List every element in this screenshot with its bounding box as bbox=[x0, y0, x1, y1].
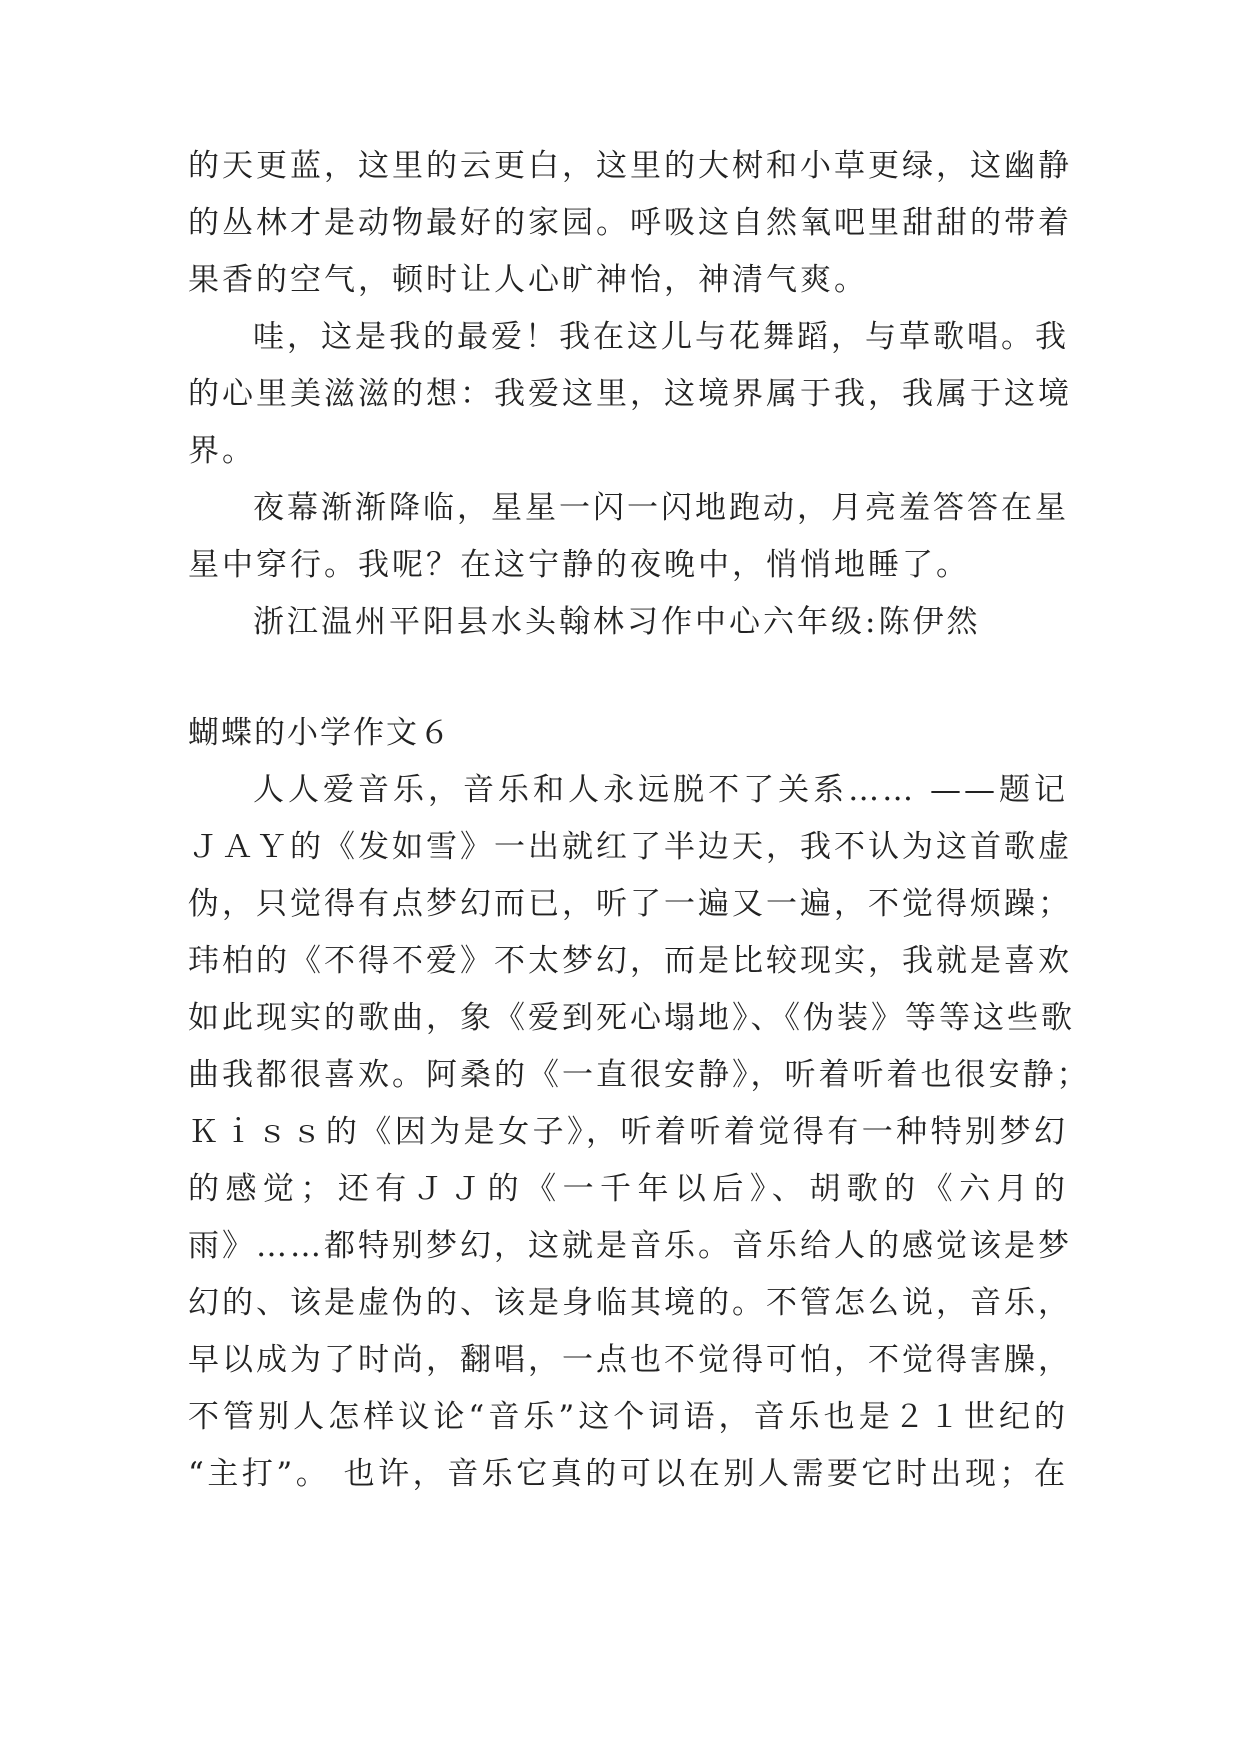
paragraph-line: 雨》……都特别梦幻，这就是音乐。音乐给人的感觉该是梦 bbox=[188, 1228, 1072, 1264]
paragraph-line: 的天更蓝，这里的云更白，这里的大树和小草更绿，这幽静 bbox=[188, 148, 1072, 184]
paragraph-line: 玮柏的《不得不爱》不太梦幻，而是比较现实，我就是喜欢 bbox=[188, 943, 1072, 979]
paragraph-line: Ｋｉｓｓ的《因为是女子》，听着听着觉得有一种特别梦幻 bbox=[188, 1114, 1068, 1150]
paragraph-line: 伪，只觉得有点梦幻而已，听了一遍又一遍，不觉得烦躁； bbox=[188, 886, 1072, 922]
paragraph-line: 哇，这是我的最爱！我在这儿与花舞蹈，与草歌唱。我 bbox=[253, 319, 1069, 355]
paragraph-line: 不管别人怎样议论“音乐”这个词语，音乐也是２１世纪的 bbox=[188, 1399, 1068, 1435]
paragraph-line: 的心里美滋滋的想：我爱这里，这境界属于我，我属于这境 bbox=[188, 376, 1072, 412]
paragraph-line: “主打”。 也许，音乐它真的可以在别人需要它时出现；在 bbox=[188, 1456, 1068, 1492]
paragraph-line: 如此现实的歌曲，象《爱到死心塌地》、《伪装》等等这些歌 bbox=[188, 1000, 1075, 1036]
paragraph-line: 人人爱音乐，音乐和人永远脱不了关系…… ——题记 bbox=[253, 772, 1068, 808]
paragraph-line: 早以成为了时尚，翻唱，一点也不觉得可怕，不觉得害臊， bbox=[188, 1342, 1072, 1378]
paragraph-line: 夜幕渐渐降临，星星一闪一闪地跑动，月亮羞答答在星 bbox=[253, 490, 1069, 526]
paragraph-line: 的丛林才是动物最好的家园。呼吸这自然氧吧里甜甜的带着 bbox=[188, 205, 1072, 241]
paragraph-line: 界。 bbox=[188, 433, 256, 469]
paragraph-line: ＪＡＹ的《发如雪》一出就红了半边天，我不认为这首歌虚 bbox=[188, 829, 1072, 865]
paragraph-line: 曲我都很喜欢。阿桑的《一直很安静》，听着听着也很安静； bbox=[188, 1057, 1091, 1093]
paragraph-line: 的感觉；还有ＪＪ的《一千年以后》、胡歌的《六月的 bbox=[188, 1171, 1068, 1207]
author-signature: 浙江温州平阳县水头翰林习作中心六年级:陈伊然 bbox=[253, 604, 981, 640]
essay-title: 蝴蝶的小学作文６ bbox=[188, 715, 452, 751]
paragraph-line: 幻的、该是虚伪的、该是身临其境的。不管怎么说，音乐， bbox=[188, 1285, 1072, 1321]
paragraph-line: 果香的空气，顿时让人心旷神怡，神清气爽。 bbox=[188, 262, 868, 298]
paragraph-line: 星中穿行。我呢？在这宁静的夜晚中，悄悄地睡了。 bbox=[188, 547, 970, 583]
